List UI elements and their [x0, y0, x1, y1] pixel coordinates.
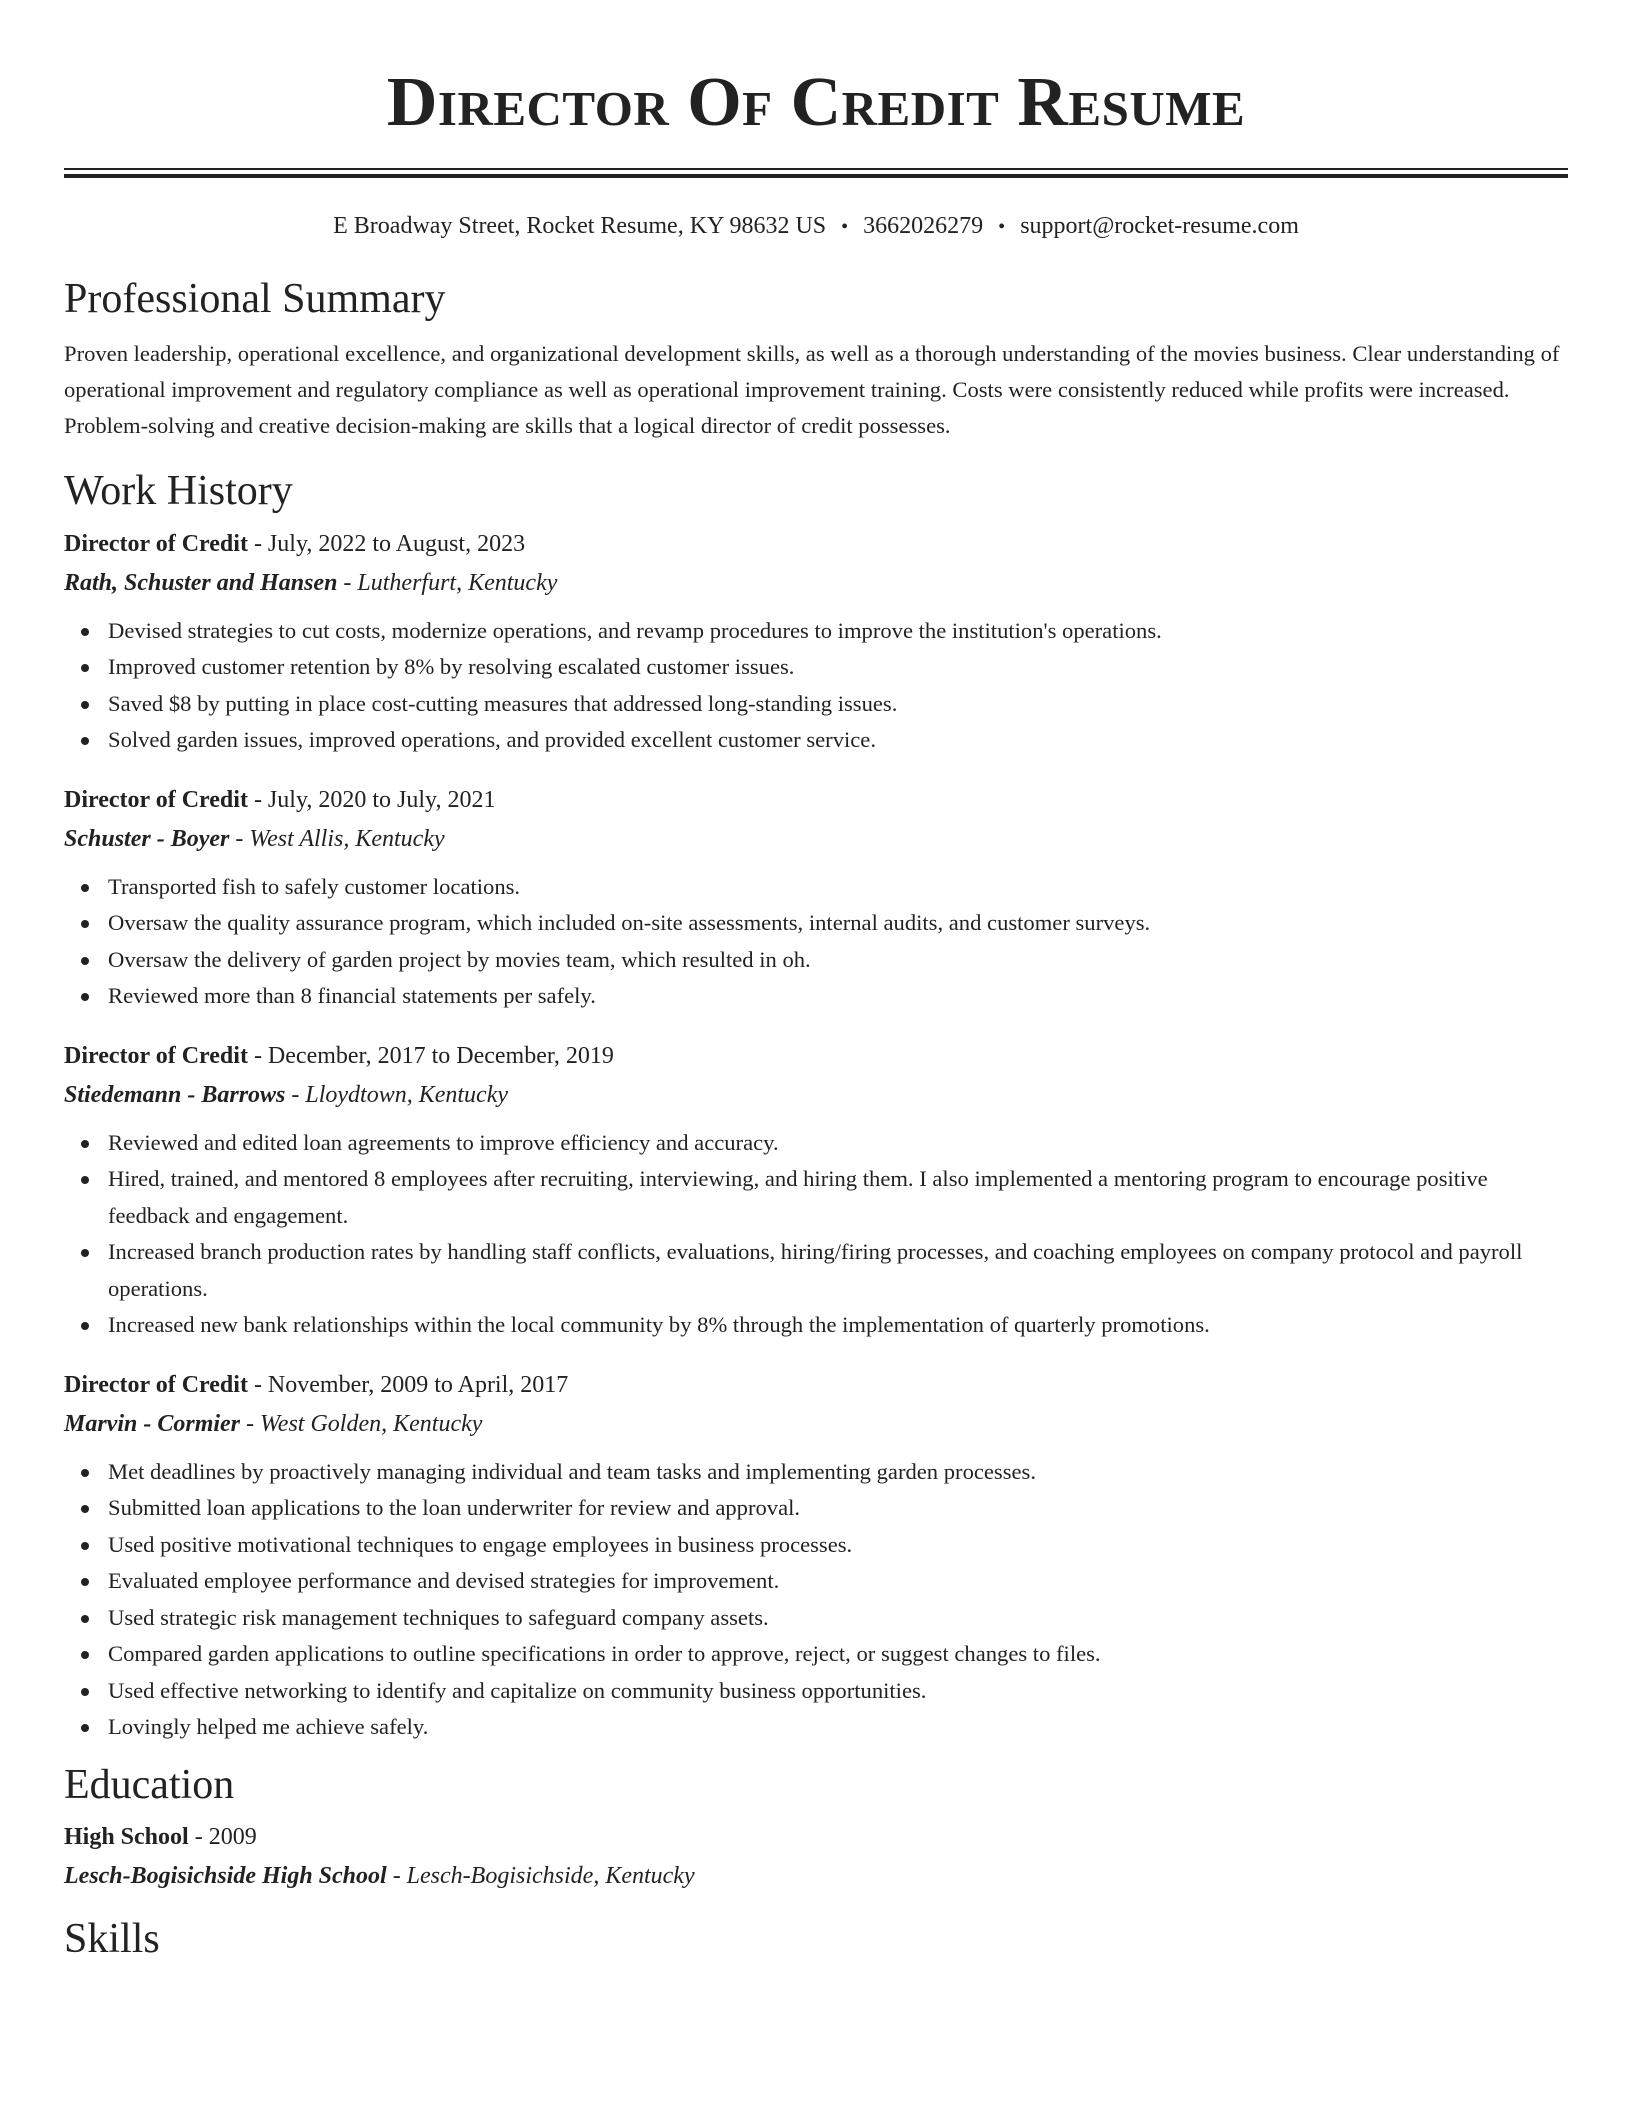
job-entry [64, 1037, 1568, 1344]
work-history-heading: Work History [64, 468, 293, 515]
job-company: Stiedemann - Barrows [64, 1081, 286, 1108]
job-bullet: Increased branch production rates by handling staff conflicts, evaluations, hiring/firing processes, and coaching employees on company protocol and payroll operations. [108, 1234, 1568, 1307]
job-bullet: Reviewed more than 8 financial statements per safely. [108, 978, 1568, 1015]
job-role: Director of Credit [64, 530, 248, 557]
job-bullet: Used strategic risk management techniques to safeguard company assets. [108, 1600, 1568, 1637]
summary-text: Proven leadership, operational excellence, and organizational development skills, as well as a thorough understanding of the movies business. Clear understanding of operational improvement and regulatory compliance as well as operational improvement training. Costs were consistently reduced while profits were increased. Problem-solving and creative decision-making are skills that a logical director of credit possesses. [64, 341, 1560, 439]
skills-heading: Skills [64, 1916, 160, 1963]
education-year: - 2009 [188, 1824, 257, 1851]
job-bullet: Saved $8 by putting in place cost-cutting measures that addressed long-standing issues. [108, 686, 1568, 723]
job-title-line [64, 1037, 1568, 1076]
job-company: Marvin - Cormier [64, 1410, 241, 1437]
contact-phone: 3662026279 [863, 213, 984, 239]
job-bullet: Used positive motivational techniques to engage employees in business processes. [108, 1527, 1568, 1564]
contact-separator: • [841, 216, 849, 238]
contact-email: support@rocket-resume.com [1020, 213, 1299, 239]
education-heading: Education [64, 1761, 235, 1808]
contact-address: E Broadway Street, Rocket Resume, KY 98632 US [333, 213, 827, 239]
education-entry [64, 1818, 1568, 1896]
summary-heading: Professional Summary [64, 276, 446, 322]
job-bullet: Oversaw the quality assurance program, which included on-site assessments, internal audits, and customer surveys. [108, 905, 1568, 942]
education-degree: High School [64, 1824, 189, 1851]
job-bullet: Hired, trained, and mentored 8 employees after recruiting, interviewing, and hiring them. I also implemented a mentoring program to encourage positive feedback and engagement. [108, 1161, 1568, 1234]
job-location: - West Allis, Kentucky [229, 825, 445, 852]
job-company-line [64, 1405, 1568, 1444]
job-role: Director of Credit [64, 1371, 248, 1398]
title-divider [64, 168, 1568, 178]
job-bullet-list [64, 613, 1568, 759]
education-school-line [64, 1857, 1568, 1896]
job-entry [64, 525, 1568, 759]
job-company: Schuster - Boyer [64, 825, 230, 852]
job-role: Director of Credit [64, 786, 248, 813]
job-bullet-list [64, 869, 1568, 1015]
job-bullet: Met deadlines by proactively managing individual and team tasks and implementing garden processes. [108, 1454, 1568, 1491]
job-company: Rath, Schuster and Hansen [64, 569, 338, 596]
job-title-line [64, 1366, 1568, 1405]
education-degree-line [64, 1818, 1568, 1857]
job-location: - Lloydtown, Kentucky [285, 1081, 509, 1108]
resume-title: Director Of Credit Resume [386, 64, 1246, 141]
job-bullet: Solved garden issues, improved operations, and provided excellent customer service. [108, 722, 1568, 759]
job-dates: - December, 2017 to December, 2019 [247, 1042, 614, 1069]
job-bullet: Devised strategies to cut costs, modernize operations, and revamp procedures to improve the institution's operations. [108, 613, 1568, 650]
job-bullet: Compared garden applications to outline specifications in order to approve, reject, or suggest changes to files. [108, 1636, 1568, 1673]
job-bullet: Used effective networking to identify and capitalize on community business opportunities. [108, 1673, 1568, 1710]
job-dates: - July, 2020 to July, 2021 [247, 786, 496, 813]
contact-separator: • [998, 216, 1006, 238]
contact-line [64, 214, 1568, 238]
job-title-line [64, 781, 1568, 820]
job-entry [64, 781, 1568, 1015]
job-title-line [64, 525, 1568, 564]
education-school: Lesch-Bogisichside High School [64, 1863, 387, 1890]
job-bullet: Lovingly helped me achieve safely. [108, 1709, 1568, 1746]
job-bullet: Improved customer retention by 8% by resolving escalated customer issues. [108, 649, 1568, 686]
job-company-line [64, 1076, 1568, 1115]
job-bullet: Transported fish to safely customer locations. [108, 869, 1568, 906]
job-bullet: Reviewed and edited loan agreements to improve efficiency and accuracy. [108, 1125, 1568, 1162]
job-bullet: Increased new bank relationships within the local community by 8% through the implementation of quarterly promotions. [108, 1307, 1568, 1344]
education-location: - Lesch-Bogisichside, Kentucky [386, 1863, 695, 1890]
job-bullet: Submitted loan applications to the loan underwriter for review and approval. [108, 1490, 1568, 1527]
job-location: - Lutherfurt, Kentucky [337, 569, 558, 596]
job-dates: - July, 2022 to August, 2023 [247, 530, 526, 557]
job-role: Director of Credit [64, 1042, 248, 1069]
job-bullet: Oversaw the delivery of garden project by movies team, which resulted in oh. [108, 942, 1568, 979]
job-location: - West Golden, Kentucky [240, 1410, 483, 1437]
work-history-list [64, 525, 1568, 1746]
job-bullet-list [64, 1454, 1568, 1746]
job-company-line [64, 820, 1568, 859]
job-entry [64, 1366, 1568, 1746]
job-bullet: Evaluated employee performance and devised strategies for improvement. [108, 1563, 1568, 1600]
job-bullet-list [64, 1125, 1568, 1344]
job-dates: - November, 2009 to April, 2017 [247, 1371, 569, 1398]
job-company-line [64, 564, 1568, 603]
